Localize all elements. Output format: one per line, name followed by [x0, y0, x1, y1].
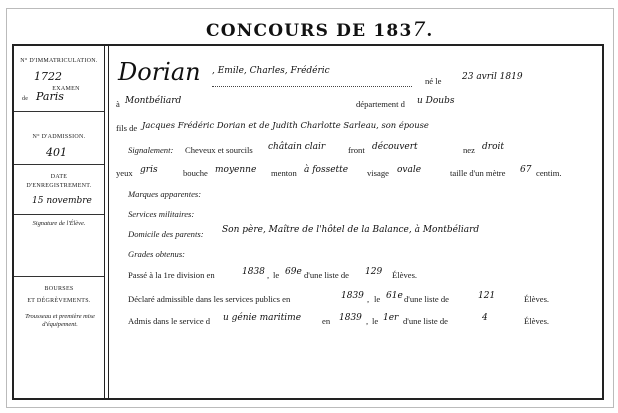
front-label: front — [348, 145, 365, 155]
admis-label: Admis dans le service d — [128, 316, 211, 326]
examen-label: EXAMEN — [52, 86, 80, 92]
date-label: DATE — [50, 174, 68, 180]
date-value: 15 novembre — [32, 196, 92, 206]
immatriculation-value: 1722 — [34, 70, 62, 83]
cheveux-label: Cheveux et sourcils — [185, 145, 253, 155]
degrevements-label: ET DÉGRÈVEMENTS. — [27, 298, 91, 304]
given-names: , Emile, Charles, Frédéric — [212, 66, 330, 76]
examen-prefix: de — [22, 96, 29, 102]
admis-of: d'une liste de — [403, 316, 448, 326]
examen-value: Paris — [36, 90, 64, 103]
admis-eleves: Élèves. — [524, 316, 550, 326]
department-label: département d — [356, 99, 405, 109]
domicile-value: Son père, Maître de l'hôtel de la Balance, à Montbéliard — [222, 225, 480, 235]
passe-label: Passé à la 1re division en — [128, 270, 215, 280]
admission-label: N° D'ADMISSION. — [32, 134, 86, 140]
marques-label: Marques apparentes: — [128, 189, 202, 199]
visage-value: ovale — [397, 165, 422, 175]
admis-en: en — [322, 316, 331, 326]
admis-service: u génie maritime — [223, 313, 302, 323]
leader-line — [212, 86, 412, 87]
passe-of: d'une liste de — [304, 270, 349, 280]
domicile-label: Domicile des parents: — [128, 229, 204, 239]
sidebar-rule — [14, 214, 104, 215]
title-year-digit: 7 — [412, 17, 427, 41]
sidebar-rule — [14, 164, 104, 165]
menton-label: menton — [271, 168, 297, 178]
services-label: Services militaires: — [128, 209, 195, 219]
bourses-label: BOURSES — [44, 286, 74, 292]
at-label: à — [116, 99, 120, 109]
declare-eleves: Élèves. — [524, 294, 550, 304]
passe-year: 1838 — [242, 267, 265, 277]
title-suffix: . — [426, 21, 434, 41]
grades-label: Grades obtenus: — [128, 249, 186, 259]
signalement-label: Signalement: — [128, 145, 174, 155]
born-label: né le — [425, 76, 442, 86]
declare-year: 1839 — [341, 291, 364, 301]
declare-label: Déclaré admissible dans les services publics en — [128, 294, 291, 304]
admis-le: le — [372, 316, 379, 326]
taille-value: 67 — [520, 165, 532, 175]
admis-year: 1839 — [339, 313, 362, 323]
bouche-value: moyenne — [215, 165, 257, 175]
department-value: u Doubs — [417, 96, 455, 106]
sidebar-divider — [104, 44, 105, 400]
yeux-value: gris — [140, 165, 158, 175]
nez-label: nez — [463, 145, 475, 155]
passe-eleves: Élèves. — [392, 270, 418, 280]
cheveux-value: châtain clair — [268, 142, 326, 152]
bouche-label: bouche — [183, 168, 208, 178]
menton-value: à fossette — [304, 165, 349, 175]
yeux-label: yeux — [116, 168, 133, 178]
passe-total: 129 — [365, 267, 383, 277]
title-prefix: CONCOURS DE 183 — [206, 21, 413, 41]
visage-label: visage — [367, 168, 389, 178]
declare-of: d'une liste de — [404, 294, 449, 304]
birthplace: Montbéliard — [125, 96, 182, 106]
passe-le: le — [273, 270, 280, 280]
passe-rank: 69e — [285, 267, 302, 277]
trousseau-label: Trousseau et première mise d'équipement. — [25, 313, 95, 328]
nez-value: droit — [482, 142, 504, 152]
fils-label: fils de — [116, 123, 138, 133]
admis-total: 4 — [482, 313, 488, 323]
declare-total: 121 — [478, 291, 496, 301]
taille-label: taille d'un mètre — [450, 168, 506, 178]
surname: Dorian — [118, 58, 201, 86]
centim-label: centim. — [536, 168, 562, 178]
admission-value: 401 — [46, 146, 67, 159]
admis-rank: 1er — [383, 313, 399, 323]
declare-rank: 61e — [386, 291, 403, 301]
page-title — [206, 17, 434, 41]
sidebar-rule — [14, 111, 104, 112]
signature-label: Signature de l'Élève. — [32, 220, 86, 227]
front-value: découvert — [372, 142, 418, 152]
immatriculation-label: N° D'IMMATRICULATION. — [20, 58, 98, 64]
declare-le: le — [374, 294, 381, 304]
sidebar-divider-inner — [108, 44, 109, 400]
birth-date: 23 avril 1819 — [462, 72, 523, 82]
parents: Jacques Frédéric Dorian et de Judith Charlotte Sarleau, son épouse — [142, 120, 429, 130]
enregistrement-label: D'ENREGISTREMENT. — [26, 183, 92, 189]
sidebar-rule — [14, 276, 104, 277]
